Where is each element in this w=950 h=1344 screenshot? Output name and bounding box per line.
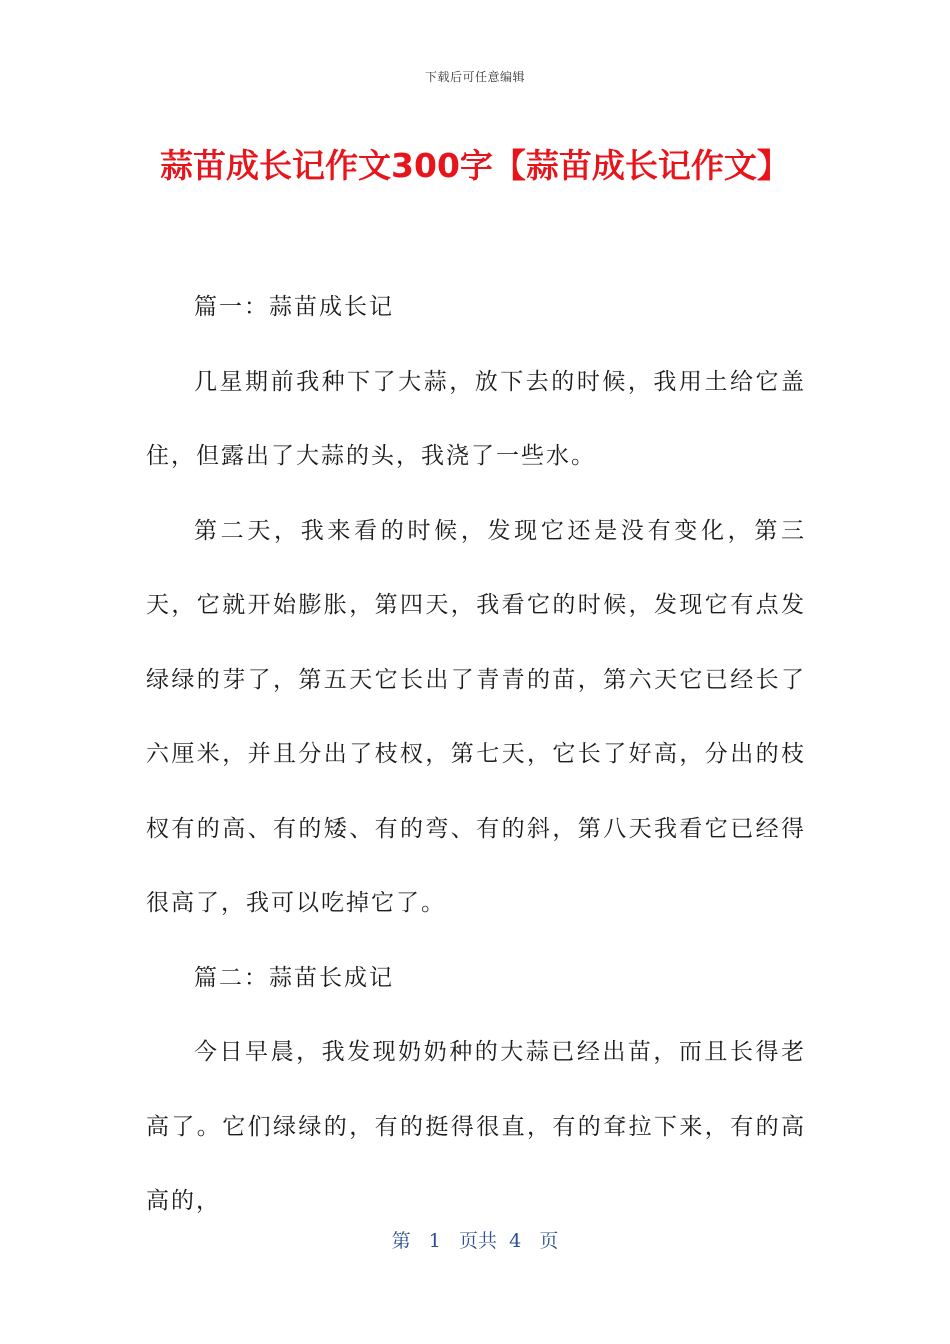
paragraph: 几星期前我种下了大蒜，放下去的时候，我用土给它盖住，但露出了大蒜的头，我浇了一些水。 — [146, 368, 806, 469]
paragraph: 第二天，我来看的时候，发现它还是没有变化，第三天，它就开始膨胀，第四天，我看它的时候，发现它有点发绿绿的芽了，第五天它长出了青青的苗，第六天它已经长了六厘米，并且分出了枝杈，第七天，它长了好高，分出的枝杈有的高、有的矮、有的弯、有的斜，第八天我看它已经得很高了，我可以吃掉它了。 — [146, 517, 806, 916]
section-heading-2: 篇二：蒜苗长成记 — [194, 964, 394, 991]
paragraph: 今日早晨，我发现奶奶种的大蒜已经出苗，而且长得老高了。它们绿绿的，有的挺得很直，有的耷拉下来，有的高高的， — [146, 1039, 806, 1214]
footer-middle: 页共 — [459, 1230, 498, 1252]
page-footer — [0, 1226, 950, 1253]
document-body — [146, 270, 806, 1239]
footer-total-pages: 4 — [509, 1230, 522, 1252]
footer-suffix: 页 — [539, 1230, 559, 1252]
footer-current-page: 1 — [428, 1230, 441, 1252]
header-note: 下载后可任意编辑 — [424, 70, 525, 84]
section-heading-1: 篇一：蒜苗成长记 — [194, 294, 394, 320]
footer-prefix: 第 — [391, 1230, 411, 1252]
document-title: 蒜苗成长记作文300字【蒜苗成长记作文】 — [160, 146, 790, 185]
